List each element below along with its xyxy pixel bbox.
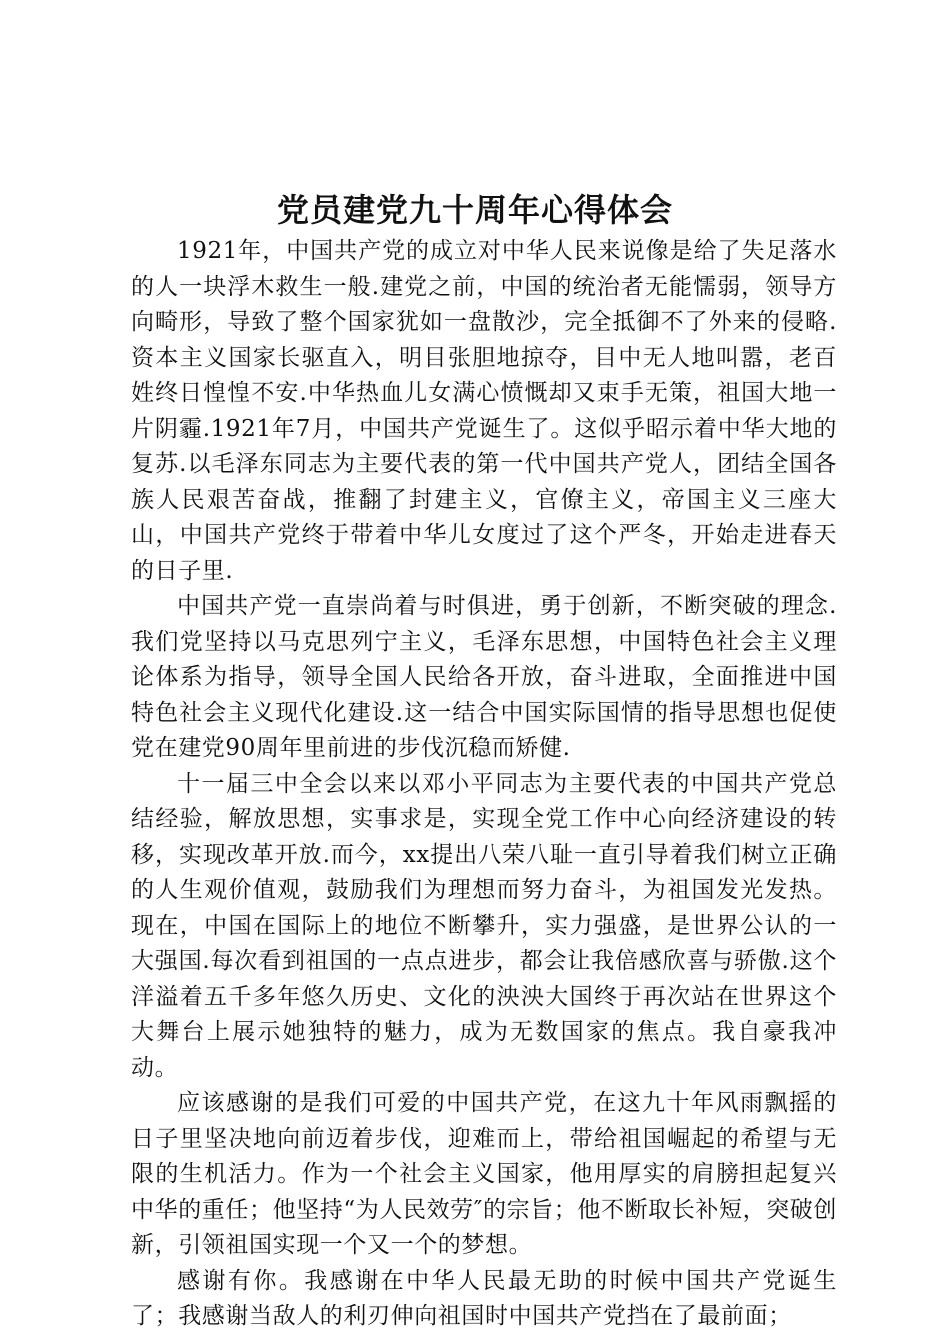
paragraph-1: 1921年，中国共产党的成立对中华人民来说像是给了失足落水的人一块浮木救生一般.建党之前，中国的统治者无能懦弱，领导方向畸形，导致了整个国家犹如一盘散沙，完全抵御不了外来的侵略.资本主义国家长驱直入，明目张胆地掠夺，目中无人地叫嚣，老百姓终日惶惶不安.中华热血儿女满心愤慨却又束手无策，祖国大地一片阴霾.1921年7月，中国共产党诞生了。这似乎昭示着中华大地的复苏.以毛泽东同志为主要代表的第一代中国共产党人，团结全国各族人民艰苦奋战，推翻了封建主义，官僚主义，帝国主义三座大山，中国共产党终于带着中华儿女度过了这个严冬，开始走进春天的日子里. xyxy=(131,238,837,584)
document-title: 党员建党九十周年心得体会 xyxy=(276,191,673,229)
paragraph-3: 十一届三中全会以来以邓小平同志为主要代表的中国共产党总结经验，解放思想，实事求是，实现全党工作中心向经济建设的转移，实现改革开放.而今，xx提出八荣八耻一直引导着我们树立正确的人生观价值观，鼓励我们为理想而努力奋斗，为祖国发光发热。现在，中国在国际上的地位不断攀升，实力强盛，是世界公认的一大强国.每次看到祖国的一点点进步，都会让我倍感欣喜与骄傲.这个洋溢着五千多年悠久历史、文化的泱泱大国终于再次站在世界这个大舞台上展示她独特的魅力，成为无数国家的焦点。我自豪我冲动。 xyxy=(131,770,837,1081)
paragraph-5: 感谢有你。我感谢在中华人民最无助的时候中国共产党诞生了；我感谢当敌人的利刃伸向祖国时中国共产党挡在了最前面； xyxy=(131,1267,837,1329)
paragraph-4: 应该感谢的是我们可爱的中国共产党，在这九十年风雨飘摇的日子里坚决地向前迈着步伐，迎难而上，带给祖国崛起的希望与无限的生机活力。作为一个社会主义国家，他用厚实的肩膀担起复兴中华的重任；他坚持“为人民效劳″的宗旨；他不断取长补短，突破创新，引领祖国实现一个又一个的梦想。 xyxy=(131,1090,837,1258)
paragraph-2: 中国共产党一直崇尚着与时俱进，勇于创新，不断突破的理念.我们党坚持以马克思列宁主义，毛泽东思想，中国特色社会主义理论体系为指导，领导全国人民给各开放，奋斗进取，全面推进中国特色社会主义现代化建设.这一结合中国实际国情的指导思想也促使党在建党90周年里前进的步伐沉稳而矫健. xyxy=(131,593,837,761)
document-body xyxy=(131,234,837,1335)
